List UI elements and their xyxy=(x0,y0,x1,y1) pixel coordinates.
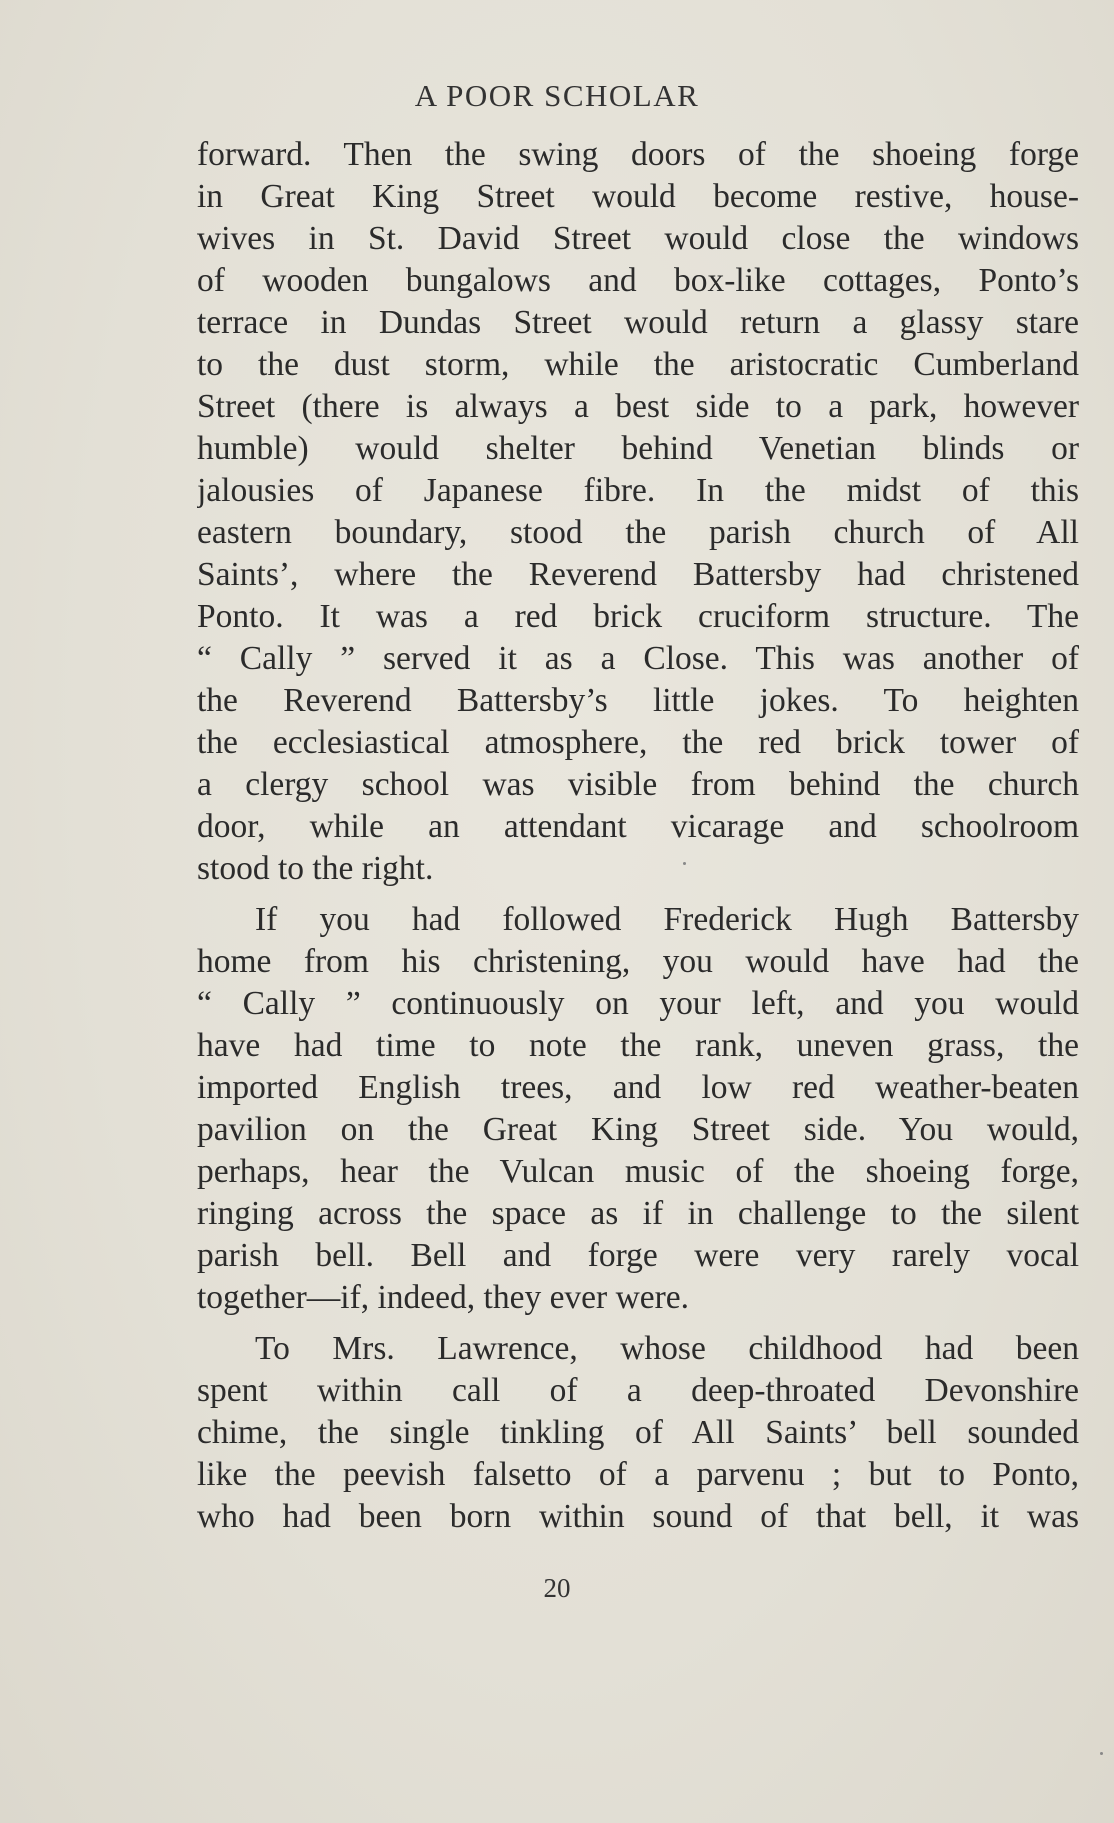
text-line: the Reverend Battersby’s little jokes. To heighten xyxy=(197,682,1079,719)
text-line: ringing across the space as if in challenge to the silent xyxy=(197,1195,1079,1232)
paragraph-3 xyxy=(197,1328,1079,1538)
text-line: parish bell. Bell and forge were very rarely vocal xyxy=(197,1237,1079,1274)
text-line: of wooden bungalows and box-like cottages, Ponto’s xyxy=(197,262,1079,299)
text-line: “ Cally ” served it as a Close. This was another of xyxy=(197,640,1079,677)
text-line: eastern boundary, stood the parish church of All xyxy=(197,514,1079,551)
running-head: A POOR SCHOLAR xyxy=(414,78,700,113)
paragraph-gap xyxy=(197,1319,1079,1328)
text-line: jalousies of Japanese fibre. In the midst of this xyxy=(197,472,1079,509)
text-line: in Great King Street would become restive, house- xyxy=(197,178,1079,215)
paper-speck xyxy=(1100,1752,1103,1755)
text-line: spent within call of a deep-throated Devonshire xyxy=(197,1372,1079,1409)
paper-speck xyxy=(683,862,686,865)
text-line: terrace in Dundas Street would return a glassy stare xyxy=(197,304,1079,341)
text-line: together—if, indeed, they ever were. xyxy=(197,1279,690,1316)
text-line: like the peevish falsetto of a parvenu ; but to Ponto, xyxy=(197,1456,1079,1493)
paragraph-gap xyxy=(197,890,1079,899)
text-line: who had been born within sound of that bell, it was xyxy=(197,1498,1079,1535)
text-line: forward. Then the swing doors of the shoeing forge xyxy=(197,136,1079,173)
text-line: stood to the right. xyxy=(197,850,434,887)
text-line: home from his christening, you would have had the xyxy=(197,943,1079,980)
page-number: 20 xyxy=(543,1573,571,1603)
text-line: to the dust storm, while the aristocratic Cumberland xyxy=(197,346,1079,383)
paragraph-1 xyxy=(197,134,1079,890)
text-line: Ponto. It was a red brick cruciform structure. The xyxy=(197,598,1079,635)
text-line: the ecclesiastical atmosphere, the red brick tower of xyxy=(197,724,1079,761)
text-line: Street (there is always a best side to a park, however xyxy=(197,388,1079,425)
body-text xyxy=(197,134,1079,1538)
text-line: a clergy school was visible from behind the church xyxy=(197,766,1079,803)
text-line: If you had followed Frederick Hugh Battersby xyxy=(255,901,1079,938)
text-line: humble) would shelter behind Venetian blinds or xyxy=(197,430,1079,467)
paragraph-2 xyxy=(197,899,1079,1319)
text-line: pavilion on the Great King Street side. You would, xyxy=(197,1111,1079,1148)
text-line: door, while an attendant vicarage and schoolroom xyxy=(197,808,1079,845)
text-line: imported English trees, and low red weather-beaten xyxy=(197,1069,1079,1106)
text-line: have had time to note the rank, uneven grass, the xyxy=(197,1027,1079,1064)
text-line: perhaps, hear the Vulcan music of the shoeing forge, xyxy=(197,1153,1079,1190)
text-line: “ Cally ” continuously on your left, and you would xyxy=(197,985,1079,1022)
text-line: chime, the single tinkling of All Saints’ bell sounded xyxy=(197,1414,1079,1451)
text-line: wives in St. David Street would close the windows xyxy=(197,220,1079,257)
text-line: To Mrs. Lawrence, whose childhood had been xyxy=(255,1330,1079,1367)
text-line: Saints’, where the Reverend Battersby had christened xyxy=(197,556,1079,593)
